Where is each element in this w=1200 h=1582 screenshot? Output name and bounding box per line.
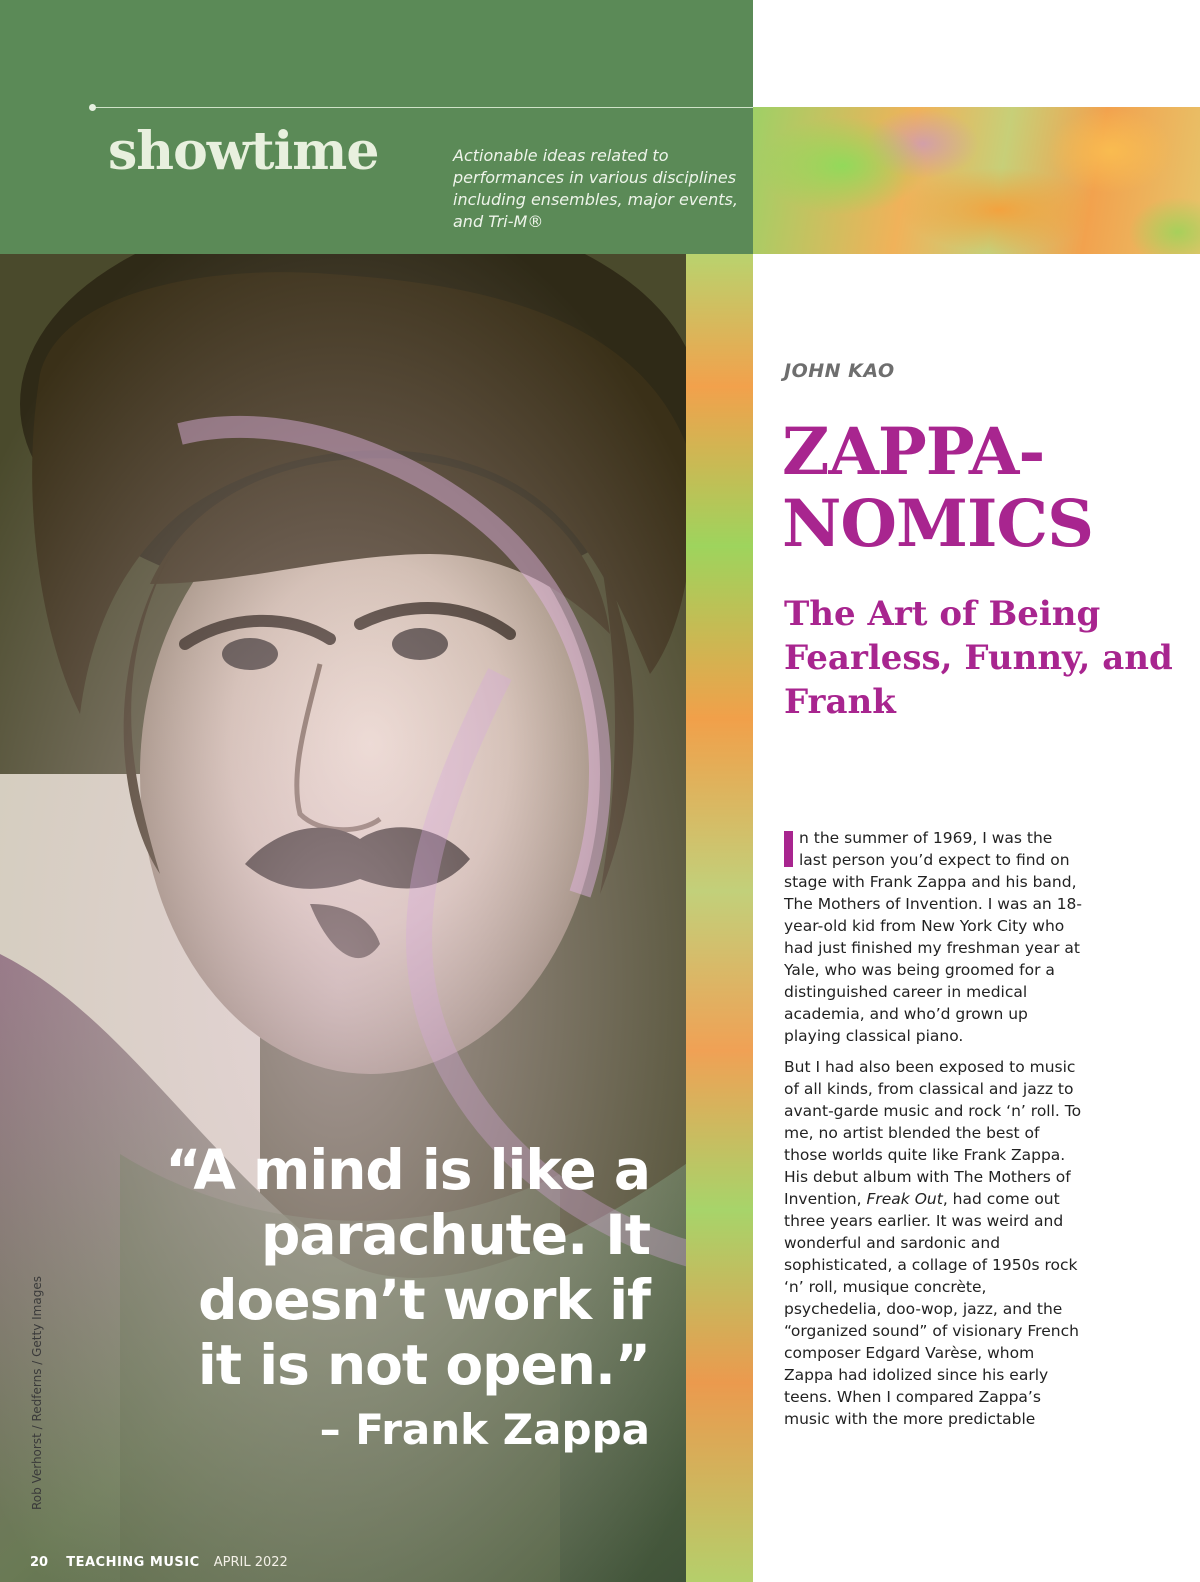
drop-cap-i (784, 831, 793, 867)
photo-credit: Rob Verhorst / Redferns / Getty Images (30, 1276, 44, 1510)
article-body (784, 827, 1084, 1439)
page-number: 20 (30, 1555, 49, 1570)
article-subhead: The Art of Being Fearless, Funny, and Frank (784, 594, 1173, 722)
paragraph-1-text: n the summer of 1969, I was the last person you’d expect to find on stage with Frank Zappa and his band, The Mothers of Invention. I was an 18-year-old kid from New York City who had just finished my freshman year at Yale, who was being groomed for a distinguished career in medical academia, and who’d grown up playing classical piano. (784, 829, 1083, 1045)
album-title: Freak Out (866, 1190, 943, 1208)
article-headline: ZAPPA-NOMICS (782, 414, 1094, 562)
article-paragraph (784, 1056, 1084, 1430)
psychedelic-swirl-banner (753, 107, 1200, 254)
page-footer (30, 1555, 288, 1570)
header-rule-dot (89, 104, 96, 111)
section-title: showtime (108, 121, 379, 182)
header-rule (92, 107, 753, 108)
paragraph-2-text-a: But I had also been exposed to music of all kinds, from classical and jazz to avant-garde music and rock ‘n’ roll. To me, no artist blended the best of those worlds quite like Frank Zappa. His debut album with The Mothers of Invention, (784, 1058, 1082, 1208)
issue-date: APRIL 2022 (213, 1555, 288, 1570)
article-paragraph (784, 827, 1084, 1047)
psychedelic-swirl-strip (686, 254, 753, 1582)
pull-quote-attribution: – Frank Zappa (319, 1405, 650, 1454)
section-description: Actionable ideas related to performances in various disciplines including ensembles, major events, and Tri-M® (453, 146, 738, 231)
magazine-name: TEACHING MUSIC (66, 1555, 200, 1570)
paragraph-2-text-b: , had come out three years earlier. It was weird and wonderful and sardonic and sophisticated, a collage of 1950s rock ‘n’ roll, musique concrète, psychedelia, doo-wop, jazz, and the “organized sound” of visionary French composer Edgard Varèse, whom Zappa had idolized since his early teens. When I compared Zappa’s music with the more predictable (784, 1190, 1079, 1428)
author-byline: JOHN KAO (784, 360, 895, 382)
pull-quote: “A mind is like a parachute. It doesn’t work if it is not open.” (165, 1138, 650, 1397)
